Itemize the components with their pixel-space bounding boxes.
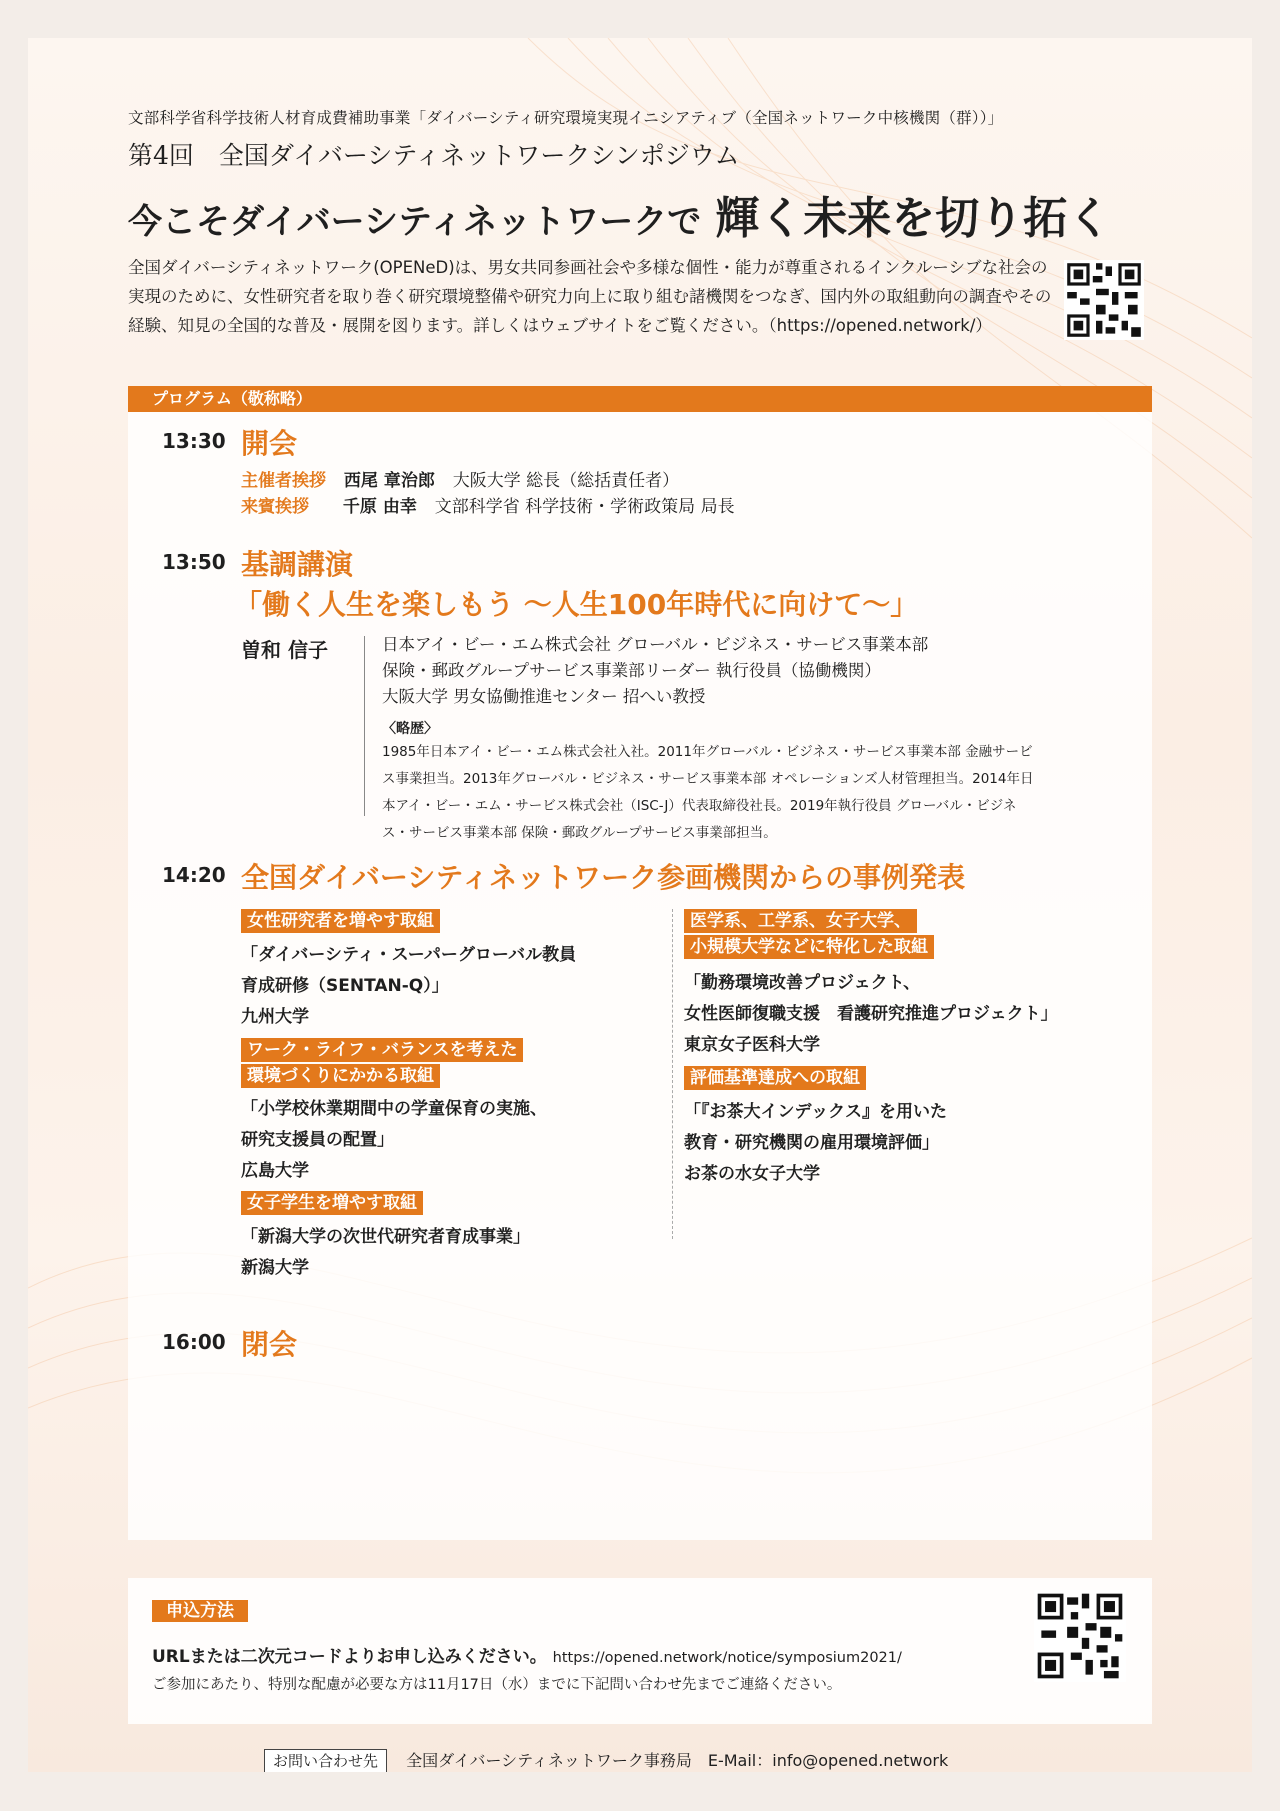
application-panel: [128, 1578, 1152, 1724]
case-content: [241, 940, 576, 1033]
cases-divider: [672, 909, 673, 1239]
case-org: 広島大学: [241, 1161, 309, 1181]
case-org: 九州大学: [241, 1007, 309, 1027]
theme-part-a: 今こそダイバーシティネットワークで: [128, 202, 702, 242]
case-line: 教育・研究機関の雇用環境評価」: [684, 1133, 939, 1153]
opening-row-1: [241, 466, 679, 491]
case-item: [684, 909, 934, 959]
opening-time: 13:30: [162, 429, 226, 453]
apply-instruction: [152, 1642, 902, 1667]
case-tag: 評価基準達成への取組: [684, 1066, 866, 1090]
affiliation-line: 保険・郵政グループサービス事業部リーダー 執行役員（協働機関）: [382, 661, 881, 680]
case-tag: 女子学生を増やす取組: [241, 1191, 423, 1215]
case-org: 新潟大学: [241, 1258, 309, 1278]
contact-line: [264, 1748, 948, 1771]
program-label: プログラム（敬称略）: [152, 389, 312, 408]
case-line: 女性医師復職支援 看護研究推進プロジェクト」: [684, 1004, 1058, 1024]
case-tag: ワーク・ライフ・バランスを考えた: [241, 1038, 523, 1062]
case-content: [241, 1094, 547, 1187]
apply-url-link[interactable]: https://opened.network/notice/symposium2021/: [552, 1650, 902, 1666]
row-name: 西尾 章治郎: [343, 471, 435, 491]
speaker-divider: [364, 636, 365, 816]
case-line: 「ダイバーシティ・スーパーグローバル教員: [241, 945, 577, 965]
case-content: [684, 968, 1058, 1061]
contact-text[interactable]: 全国ダイバーシティネットワーク事務局 E-Mail：info@opened.network: [406, 1751, 949, 1770]
bio-text: 1985年日本アイ・ビー・エム株式会社入社。2011年グローバル・ビジネス・サービス事業本部 金融サービス事業担当。2013年グローバル・ビジネス・サービス事業本部 オペレーションズ人材管理担当。2014年日本アイ・ビー・エム・サービス株式会社（ISC-J）代表取締役社長。2019年執行役員 グローバル・ビジネス・サービス事業本部 保険・郵政グループサービス事業部担当。: [382, 744, 1034, 841]
row-name: 千原 由幸: [342, 497, 417, 517]
case-org: お茶の水女子大学: [684, 1164, 820, 1184]
closing-title: 閉会: [241, 1328, 298, 1361]
keynote-subtitle: 「働く人生を楽しもう ～人生100年時代に向けて～」: [234, 588, 919, 621]
symposium-title: 第4回 全国ダイバーシティネットワークシンポジウム: [128, 141, 740, 170]
case-line: 「新潟大学の次世代研究者育成事業」: [241, 1227, 530, 1247]
case-line: 育成研修（SENTAN-Q）」: [241, 976, 449, 996]
program-panel: [128, 412, 1152, 1540]
row-label: 来賓挨拶: [241, 497, 309, 517]
program-sponsor-line: 文部科学省科学技術人材育成費補助事業「ダイバーシティ研究環境実現イニシアティブ（全国ネットワーク中核機関（群））」: [128, 109, 1004, 127]
qr-code-icon[interactable]: [1064, 260, 1144, 340]
closing-time: 16:00: [162, 1330, 226, 1354]
bio-title: 〈略歴〉: [382, 721, 438, 737]
case-tag: 小規模大学などに特化した取組: [684, 935, 934, 959]
theme-part-b: 輝く未来を切り拓く: [715, 193, 1112, 244]
case-line: 「『お茶大インデックス』を用いた: [684, 1102, 947, 1122]
qr-code-icon[interactable]: [1034, 1590, 1126, 1682]
apply-tag: 申込方法: [152, 1600, 248, 1622]
case-org: 東京女子医科大学: [684, 1035, 820, 1055]
case-content: [684, 1097, 947, 1190]
row-role: 大阪大学 総長（総括責任者）: [452, 471, 680, 491]
affiliation-line: 大阪大学 男女協働推進センター 招へい教授: [382, 687, 706, 706]
apply-note: ご参加にあたり、特別な配慮が必要な方は11月17日（水）までに下記問い合わせ先までご連絡ください。: [152, 1677, 842, 1693]
case-item: [241, 1038, 523, 1088]
intro-text: 全国ダイバーシティネットワーク(OPENeD)は、男女共同参画社会や多様な個性・能力が尊重されるインクルーシブな社会の実現のために、女性研究者を取り巻く研究環境整備や研究力向上に取り組む諸機関をつなぎ、国内外の取組動向の調査やその経験、知見の全国的な普及・展開を図ります。詳しくはウェブサイトをご覧ください。（https://opened.network/）: [128, 258, 1052, 335]
cases-time: 14:20: [162, 863, 226, 887]
keynote-speaker: 曽和 信子: [241, 638, 328, 662]
opening-title: 開会: [241, 427, 298, 460]
affiliation-line: 日本アイ・ビー・エム株式会社 グローバル・ビジネス・サービス事業本部: [382, 635, 929, 654]
case-line: 「勤務環境改善プロジェクト、: [684, 973, 921, 993]
cases-title: 全国ダイバーシティネットワーク参画機関からの事例発表: [241, 861, 966, 894]
case-tag: 医学系、工学系、女子大学、: [684, 909, 917, 933]
contact-label: お問い合わせ先: [264, 1749, 387, 1772]
case-content: [241, 1222, 530, 1284]
flyer-page: [28, 38, 1252, 1772]
opening-row-2: [241, 492, 735, 517]
row-role: 文部科学省 科学技術・学術政策局 局長: [434, 497, 735, 517]
keynote-title: 基調講演: [241, 548, 354, 581]
row-label: 主催者挨拶: [241, 471, 326, 491]
case-line: 「小学校休業期間中の学童保育の実施、: [241, 1099, 547, 1119]
case-line: 研究支援員の配置」: [241, 1130, 394, 1150]
case-tag: 女性研究者を増やす取組: [241, 909, 440, 933]
apply-line1: URLまたは二次元コードよりお申し込みください。: [152, 1647, 547, 1667]
speaker-affiliations: [382, 632, 928, 710]
case-item: [684, 1066, 866, 1090]
keynote-time: 13:50: [162, 550, 226, 574]
case-tag: 環境づくりにかかる取組: [241, 1064, 440, 1088]
case-item: [241, 909, 440, 933]
program-header-bar: [128, 386, 1152, 412]
case-item: [241, 1191, 423, 1215]
symposium-theme: [128, 182, 1111, 246]
